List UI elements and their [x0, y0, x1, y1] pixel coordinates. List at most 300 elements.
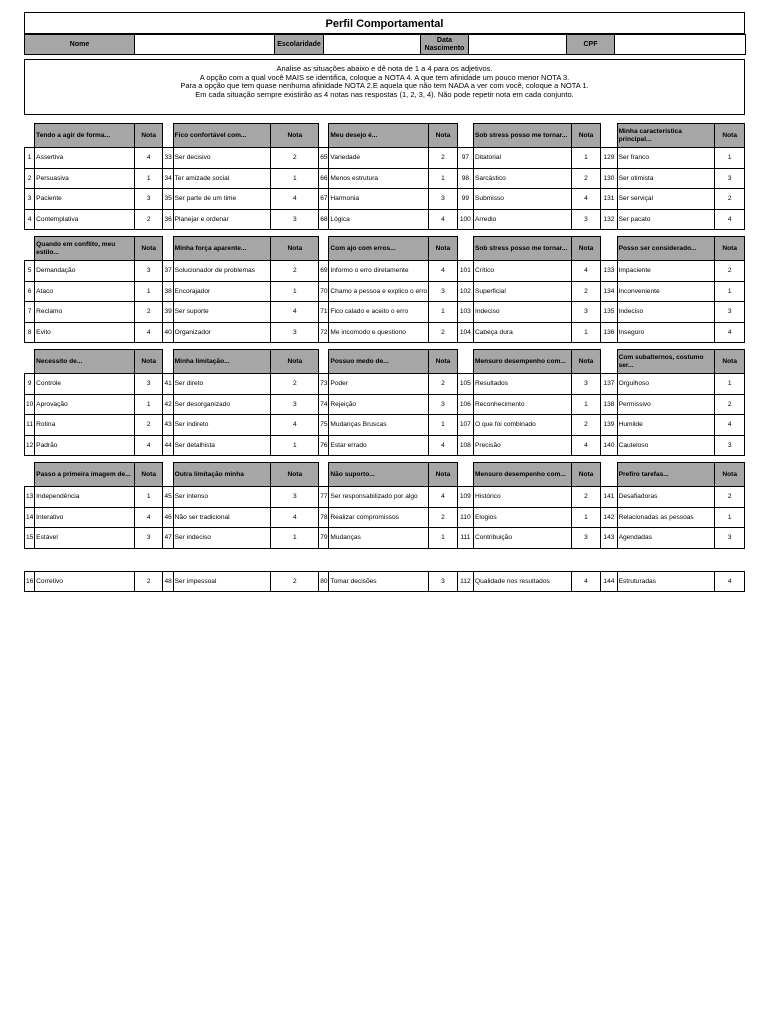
- item-label: Qualidade nos resultados: [474, 571, 572, 592]
- situation-header: Sob stress posso me tornar...: [474, 124, 572, 148]
- item-label: Contemplativa: [35, 209, 135, 230]
- item-number: 99: [457, 189, 473, 210]
- nota-value[interactable]: 1: [429, 168, 458, 189]
- nota-value[interactable]: 3: [429, 281, 458, 302]
- situation-header: Meu desejo é...: [329, 124, 429, 148]
- item-label: O que foi combinado: [474, 415, 572, 436]
- item-number: 144: [601, 571, 617, 592]
- nota-value[interactable]: 3: [715, 168, 745, 189]
- profile-sheet: [24, 12, 745, 592]
- nota-header: Nota: [571, 237, 601, 261]
- item-number: 129: [601, 148, 617, 169]
- nota-header: Nota: [134, 124, 163, 148]
- item-number: 105: [457, 374, 473, 395]
- nota-value[interactable]: 2: [134, 209, 163, 230]
- item-label: Ser impessoal: [173, 571, 271, 592]
- item-label: Lógica: [329, 209, 429, 230]
- item-label: Orgulhoso: [617, 374, 715, 395]
- header-spacer: [457, 463, 473, 487]
- nota-value[interactable]: 1: [134, 487, 163, 508]
- nota-value[interactable]: 1: [571, 148, 601, 169]
- item-label: Histórico: [474, 487, 572, 508]
- item-label: Inseguro: [617, 322, 715, 343]
- item-number: 138: [601, 394, 617, 415]
- item-number: 67: [319, 189, 329, 210]
- header-spacer: [601, 463, 617, 487]
- nota-value[interactable]: 3: [715, 528, 745, 549]
- table-row: [25, 435, 745, 456]
- nota-header: Nota: [429, 124, 458, 148]
- nota-value[interactable]: 1: [271, 528, 319, 549]
- nota-value[interactable]: 4: [271, 415, 319, 436]
- header-spacer: [319, 463, 329, 487]
- block-header-row: [25, 124, 745, 148]
- item-number: 108: [457, 435, 473, 456]
- nota-value[interactable]: 3: [571, 374, 601, 395]
- item-label: Indeciso: [617, 302, 715, 323]
- item-number: 140: [601, 435, 617, 456]
- nota-value[interactable]: 1: [134, 394, 163, 415]
- item-label: Variedade: [329, 148, 429, 169]
- item-label: Reclamo: [35, 302, 135, 323]
- item-number: 35: [163, 189, 173, 210]
- item-label: Fico calado e aceito o erro: [329, 302, 429, 323]
- header-spacer: [163, 463, 173, 487]
- situation-header: Quando em conflito, meu estilo...: [35, 237, 135, 261]
- nota-value[interactable]: 1: [571, 322, 601, 343]
- nota-value[interactable]: 1: [271, 435, 319, 456]
- situation-header: Posso ser considerado...: [617, 237, 715, 261]
- item-number: 36: [163, 209, 173, 230]
- header-spacer: [601, 124, 617, 148]
- nota-value[interactable]: 3: [134, 374, 163, 395]
- nota-header: Nota: [715, 350, 745, 374]
- nota-value[interactable]: 1: [715, 374, 745, 395]
- nota-value[interactable]: 4: [571, 261, 601, 282]
- nota-header: Nota: [429, 350, 458, 374]
- item-label: Ser direto: [173, 374, 271, 395]
- item-number: 72: [319, 322, 329, 343]
- nota-value[interactable]: 1: [429, 302, 458, 323]
- item-number: 132: [601, 209, 617, 230]
- item-number: 77: [319, 487, 329, 508]
- item-number: 101: [457, 261, 473, 282]
- item-label: Ser indeciso: [173, 528, 271, 549]
- item-label: Não ser tradicional: [173, 507, 271, 528]
- nota-value[interactable]: 4: [429, 261, 458, 282]
- item-label: Ser responsabilizado por algo: [329, 487, 429, 508]
- nota-value[interactable]: 1: [271, 281, 319, 302]
- nota-value[interactable]: 1: [571, 394, 601, 415]
- nota-value[interactable]: 3: [134, 261, 163, 282]
- nota-value[interactable]: 3: [134, 528, 163, 549]
- table-row: [25, 302, 745, 323]
- nota-value[interactable]: 2: [571, 415, 601, 436]
- nota-value[interactable]: 4: [271, 189, 319, 210]
- item-number: 98: [457, 168, 473, 189]
- nota-value[interactable]: 3: [271, 394, 319, 415]
- item-number: 143: [601, 528, 617, 549]
- table-row: [25, 528, 745, 549]
- item-label: Desafiadoras: [617, 487, 715, 508]
- nota-header: Nota: [429, 237, 458, 261]
- nome-label: Nome: [25, 35, 135, 55]
- question-block: [24, 123, 745, 230]
- header-spacer: [601, 237, 617, 261]
- item-number: 12: [25, 435, 35, 456]
- item-label: Interativo: [35, 507, 135, 528]
- header-spacer: [163, 350, 173, 374]
- nota-value[interactable]: 4: [715, 209, 745, 230]
- item-number: 4: [25, 209, 35, 230]
- situation-header: Não suporto...: [329, 463, 429, 487]
- escolaridade-field[interactable]: [324, 35, 421, 55]
- table-row: [25, 281, 745, 302]
- item-number: 38: [163, 281, 173, 302]
- item-number: 78: [319, 507, 329, 528]
- item-label: Demandação: [35, 261, 135, 282]
- item-number: 71: [319, 302, 329, 323]
- nota-value[interactable]: 4: [134, 435, 163, 456]
- item-number: 111: [457, 528, 473, 549]
- nota-value[interactable]: 1: [134, 168, 163, 189]
- item-number: 97: [457, 148, 473, 169]
- data-nascimento-field[interactable]: [469, 35, 567, 55]
- item-number: 141: [601, 487, 617, 508]
- item-label: Corretivo: [35, 571, 135, 592]
- item-label: Paciente: [35, 189, 135, 210]
- item-label: Ser suporte: [173, 302, 271, 323]
- item-number: 6: [25, 281, 35, 302]
- item-label: Cauteloso: [617, 435, 715, 456]
- personal-info-table: [24, 34, 746, 55]
- nota-value[interactable]: 2: [429, 507, 458, 528]
- table-row: [25, 168, 745, 189]
- nome-field[interactable]: [135, 35, 275, 55]
- item-label: Indeciso: [474, 302, 572, 323]
- situation-header: Mensuro desempenho com...: [474, 350, 572, 374]
- nota-value[interactable]: 1: [715, 281, 745, 302]
- block-header-row: [25, 237, 745, 261]
- nota-value[interactable]: 2: [271, 374, 319, 395]
- nota-value[interactable]: 3: [571, 302, 601, 323]
- item-number: 33: [163, 148, 173, 169]
- header-spacer: [457, 350, 473, 374]
- item-label: Realizar compromissos: [329, 507, 429, 528]
- item-number: 45: [163, 487, 173, 508]
- item-label: Estável: [35, 528, 135, 549]
- question-block-extra: [24, 571, 745, 593]
- item-label: Arredio: [474, 209, 572, 230]
- item-number: 68: [319, 209, 329, 230]
- item-number: 40: [163, 322, 173, 343]
- nota-header: Nota: [271, 237, 319, 261]
- item-number: 139: [601, 415, 617, 436]
- item-label: Humilde: [617, 415, 715, 436]
- nota-value[interactable]: 4: [134, 322, 163, 343]
- nota-value[interactable]: 2: [715, 261, 745, 282]
- item-label: Ser franco: [617, 148, 715, 169]
- nota-value[interactable]: 2: [271, 261, 319, 282]
- situation-header: Minha limitação...: [173, 350, 271, 374]
- nota-value[interactable]: 1: [715, 148, 745, 169]
- nota-value[interactable]: 4: [429, 487, 458, 508]
- nota-header: Nota: [271, 463, 319, 487]
- nota-value[interactable]: 4: [571, 189, 601, 210]
- header-spacer: [163, 124, 173, 148]
- table-row: [25, 394, 745, 415]
- item-number: 5: [25, 261, 35, 282]
- item-label: Permissivo: [617, 394, 715, 415]
- nota-value[interactable]: 4: [134, 148, 163, 169]
- nota-header: Nota: [571, 463, 601, 487]
- item-number: 74: [319, 394, 329, 415]
- nota-header: Nota: [429, 463, 458, 487]
- data-nascimento-label: Data Nascimento: [421, 35, 469, 55]
- item-number: 2: [25, 168, 35, 189]
- table-row: [25, 148, 745, 169]
- item-number: 3: [25, 189, 35, 210]
- item-label: Cabeça dura: [474, 322, 572, 343]
- item-label: Submisso: [474, 189, 572, 210]
- nota-value[interactable]: 3: [715, 435, 745, 456]
- situation-header: Tendo a agir de forma...: [35, 124, 135, 148]
- nota-value[interactable]: 1: [715, 507, 745, 528]
- item-number: 1: [25, 148, 35, 169]
- item-label: Solucionador de problemas: [173, 261, 271, 282]
- situation-header: Necessito de...: [35, 350, 135, 374]
- situation-header: Com ajo com erros...: [329, 237, 429, 261]
- item-label: Persuasiva: [35, 168, 135, 189]
- item-label: Estar errado: [329, 435, 429, 456]
- item-label: Rotina: [35, 415, 135, 436]
- table-row: [25, 507, 745, 528]
- nota-header: Nota: [571, 350, 601, 374]
- situation-header: Com subalternos, costumo ser...: [617, 350, 715, 374]
- item-label: Ser otimista: [617, 168, 715, 189]
- situation-header: Mensuro desempenho com...: [474, 463, 572, 487]
- nota-value[interactable]: 2: [571, 281, 601, 302]
- nota-header: Nota: [134, 463, 163, 487]
- item-label: Informo o erro diretamente: [329, 261, 429, 282]
- item-number: 43: [163, 415, 173, 436]
- item-number: 44: [163, 435, 173, 456]
- item-label: Contribuição: [474, 528, 572, 549]
- nota-value[interactable]: 3: [429, 394, 458, 415]
- nota-value[interactable]: 4: [134, 507, 163, 528]
- header-spacer: [25, 124, 35, 148]
- nota-value[interactable]: 4: [715, 571, 745, 592]
- table-row: [25, 415, 745, 436]
- item-number: 80: [319, 571, 329, 592]
- item-label: Ter amizade social: [173, 168, 271, 189]
- item-number: 73: [319, 374, 329, 395]
- item-label: Elogios: [474, 507, 572, 528]
- item-number: 130: [601, 168, 617, 189]
- item-label: Assertiva: [35, 148, 135, 169]
- item-number: 103: [457, 302, 473, 323]
- block-header-row: [25, 463, 745, 487]
- item-label: Crítico: [474, 261, 572, 282]
- item-label: Tomar decisões: [329, 571, 429, 592]
- nota-header: Nota: [715, 463, 745, 487]
- header-spacer: [25, 463, 35, 487]
- item-label: Superficial: [474, 281, 572, 302]
- header-spacer: [163, 237, 173, 261]
- cpf-label: CPF: [567, 35, 615, 55]
- item-label: Me incomodo e questiono: [329, 322, 429, 343]
- item-number: 136: [601, 322, 617, 343]
- item-number: 109: [457, 487, 473, 508]
- item-number: 112: [457, 571, 473, 592]
- header-spacer: [25, 237, 35, 261]
- nota-value[interactable]: 4: [715, 322, 745, 343]
- table-row: [25, 374, 745, 395]
- nota-value[interactable]: 1: [571, 507, 601, 528]
- nota-value[interactable]: 2: [715, 394, 745, 415]
- nota-value[interactable]: 3: [571, 528, 601, 549]
- header-spacer: [319, 237, 329, 261]
- nota-value[interactable]: 3: [571, 209, 601, 230]
- situation-header: Sob stress posso me tornar...: [474, 237, 572, 261]
- nota-value[interactable]: 2: [571, 168, 601, 189]
- item-number: 106: [457, 394, 473, 415]
- item-label: Inconveniente: [617, 281, 715, 302]
- nota-value[interactable]: 4: [271, 507, 319, 528]
- item-number: 102: [457, 281, 473, 302]
- item-label: Ser serviçal: [617, 189, 715, 210]
- item-label: Mudanças Bruscas: [329, 415, 429, 436]
- nota-header: Nota: [715, 124, 745, 148]
- nota-value[interactable]: 4: [271, 302, 319, 323]
- item-number: 104: [457, 322, 473, 343]
- item-label: Agendadas: [617, 528, 715, 549]
- instruction-line: Analise as situações abaixo e dê nota de 1 a 4 para os adjetivos.: [276, 64, 493, 73]
- item-number: 9: [25, 374, 35, 395]
- item-number: 39: [163, 302, 173, 323]
- item-label: Relacionadas as pessoas: [617, 507, 715, 528]
- nota-value[interactable]: 2: [134, 302, 163, 323]
- item-label: Ser decisivo: [173, 148, 271, 169]
- item-number: 48: [163, 571, 173, 592]
- item-label: Impaciente: [617, 261, 715, 282]
- item-label: Reconhecimento: [474, 394, 572, 415]
- block-header-row: [25, 350, 745, 374]
- nota-value[interactable]: 2: [429, 148, 458, 169]
- item-label: Ser indireto: [173, 415, 271, 436]
- nota-value[interactable]: 2: [429, 322, 458, 343]
- nota-value[interactable]: 4: [571, 435, 601, 456]
- item-number: 142: [601, 507, 617, 528]
- item-label: Encorajador: [173, 281, 271, 302]
- item-label: Resultados: [474, 374, 572, 395]
- nota-value[interactable]: 3: [271, 322, 319, 343]
- table-row: [25, 261, 745, 282]
- nota-value[interactable]: 2: [715, 487, 745, 508]
- question-block: [24, 236, 745, 343]
- item-label: Ser desorganizado: [173, 394, 271, 415]
- nota-value[interactable]: 4: [429, 435, 458, 456]
- item-label: Ser detalhista: [173, 435, 271, 456]
- nota-value[interactable]: 1: [429, 528, 458, 549]
- item-label: Planejar e ordenar: [173, 209, 271, 230]
- nota-value[interactable]: 2: [134, 571, 163, 592]
- nota-header: Nota: [271, 124, 319, 148]
- question-blocks: [24, 115, 745, 592]
- item-label: Aprovação: [35, 394, 135, 415]
- item-number: 47: [163, 528, 173, 549]
- item-label: Chamo a pessoa e explico o erro: [329, 281, 429, 302]
- item-number: 42: [163, 394, 173, 415]
- nota-value[interactable]: 1: [134, 281, 163, 302]
- item-number: 8: [25, 322, 35, 343]
- item-label: Harmonia: [329, 189, 429, 210]
- item-label: Independência: [35, 487, 135, 508]
- item-label: Estruturadas: [617, 571, 715, 592]
- item-number: 69: [319, 261, 329, 282]
- item-number: 135: [601, 302, 617, 323]
- item-number: 7: [25, 302, 35, 323]
- nota-value[interactable]: 2: [429, 374, 458, 395]
- table-row: [25, 487, 745, 508]
- item-label: Ser pacato: [617, 209, 715, 230]
- cpf-field[interactable]: [615, 35, 746, 55]
- nota-value[interactable]: 2: [271, 148, 319, 169]
- nota-value[interactable]: 3: [134, 189, 163, 210]
- situation-header: Possuo medo de...: [329, 350, 429, 374]
- table-row: [25, 209, 745, 230]
- nota-value[interactable]: 3: [429, 571, 458, 592]
- escolaridade-label: Escolaridade: [275, 35, 324, 55]
- instructions-box: [24, 59, 745, 115]
- table-row: [25, 322, 745, 343]
- block-spacer: [24, 549, 745, 571]
- nota-value[interactable]: 1: [429, 415, 458, 436]
- nota-value[interactable]: 3: [715, 302, 745, 323]
- nota-value[interactable]: 2: [571, 487, 601, 508]
- item-label: Mudanças: [329, 528, 429, 549]
- nota-header: Nota: [134, 350, 163, 374]
- item-number: 15: [25, 528, 35, 549]
- item-label: Organizador: [173, 322, 271, 343]
- item-number: 37: [163, 261, 173, 282]
- nota-value[interactable]: 3: [429, 189, 458, 210]
- nota-value[interactable]: 1: [271, 168, 319, 189]
- nota-value[interactable]: 4: [429, 209, 458, 230]
- item-number: 10: [25, 394, 35, 415]
- item-label: Rejeição: [329, 394, 429, 415]
- question-block: [24, 349, 745, 456]
- nota-value[interactable]: 2: [134, 415, 163, 436]
- nota-value[interactable]: 2: [271, 571, 319, 592]
- nota-value[interactable]: 4: [715, 415, 745, 436]
- item-number: 137: [601, 374, 617, 395]
- item-number: 65: [319, 148, 329, 169]
- nota-value[interactable]: 3: [271, 487, 319, 508]
- nota-value[interactable]: 2: [715, 189, 745, 210]
- nota-header: Nota: [134, 237, 163, 261]
- nota-value[interactable]: 4: [571, 571, 601, 592]
- item-number: 107: [457, 415, 473, 436]
- item-label: Ataco: [35, 281, 135, 302]
- item-number: 131: [601, 189, 617, 210]
- header-spacer: [457, 124, 473, 148]
- nota-value[interactable]: 3: [271, 209, 319, 230]
- header-spacer: [319, 124, 329, 148]
- item-label: Ditatorial: [474, 148, 572, 169]
- situation-header: Minha característica principal...: [617, 124, 715, 148]
- nota-header: Nota: [271, 350, 319, 374]
